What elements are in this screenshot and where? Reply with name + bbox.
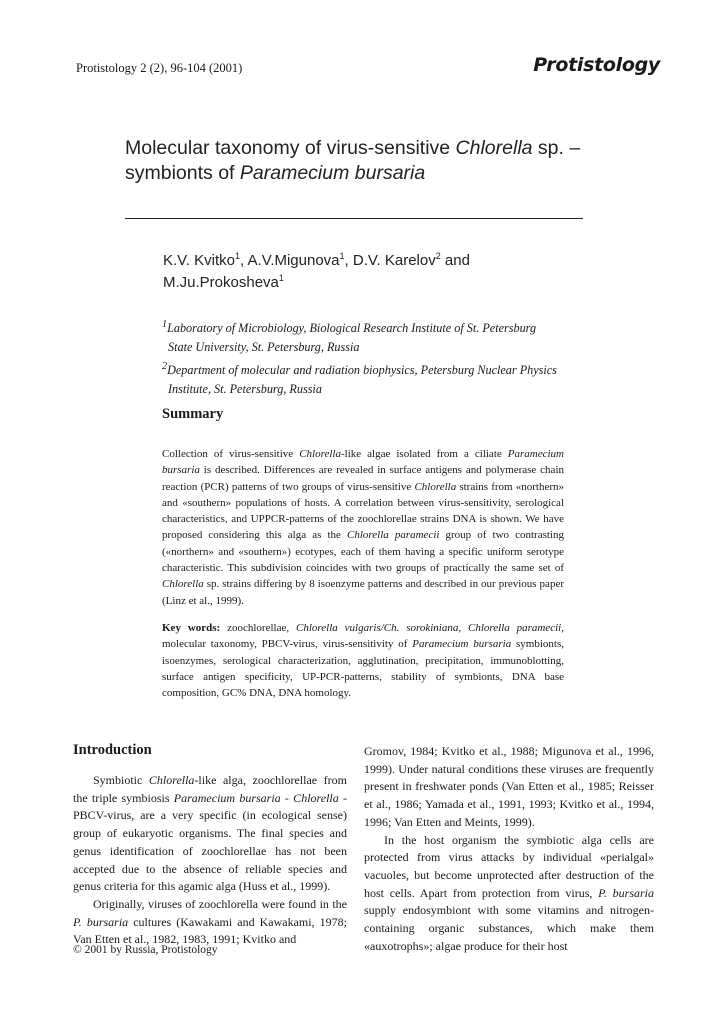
- author-name: A.V.Migunova: [247, 252, 340, 269]
- body-paragraph: In the host organism the symbiotic alga cells are protected from virus attacks by individual «perialgal» vacuoles, but become unprotected after destruction of the host cells. Apart from protection from virus, P. bursaria supply endosymbiont with some vitamins and nitrogen-containing organic substances, which make them «auxotrophs»; algae produce for their host: [364, 832, 654, 953]
- author-affiliation-mark: 1: [278, 273, 284, 283]
- author-name: K.V. Kvitko: [163, 252, 235, 269]
- author-affiliation-mark: 1: [234, 251, 240, 261]
- title-text: Molecular taxonomy of virus-sensitive: [125, 137, 456, 159]
- affiliation: $^2$Department of molecular and radiation biophysics, Petersburg Nuclear Physics Institute, St. Petersburg, Russia: [162, 361, 557, 397]
- keywords-paragraph: Key words: zoochlorellae, Chlorella vulgaris/Ch. sorokiniana, Chlorella paramecii, molecular taxonomy, PBCV-virus, virus-sensitivity of Paramecium bursaria symbionts, isoenzymes, serological characterization, agglutination, precipitation, immunoblotting, surface antigen specificity, UP-PCR-patterns, stability of symbionts, DNA base composition, GC% DNA, DNA homology.: [162, 622, 564, 700]
- title-italic-species: Paramecium bursaria: [239, 162, 426, 184]
- summary-heading: Summary: [162, 406, 224, 422]
- author-name: M.Ju.Prokosheva: [163, 274, 279, 291]
- body-paragraph: Gromov, 1984; Kvitko et al., 1988; Migunova et al., 1996, 1999). Under natural conditions these viruses are frequently present in freshwater ponds (Van Etten et al., 1985; Reisser et al., 1986; Yamada et al., 1991, 1993; Kvitko et al., 1994, 1996; Van Etten and Meints, 1999).: [364, 744, 654, 829]
- right-column: [364, 743, 654, 955]
- left-column: [73, 772, 347, 949]
- title-rule: [125, 218, 583, 219]
- author-name: D.V. Karelov: [352, 252, 436, 269]
- article-title: [125, 136, 595, 186]
- keywords-label: Key words:: [162, 622, 221, 634]
- introduction-heading: Introduction: [73, 742, 152, 758]
- title-text: sp. – symbionts of: [125, 137, 581, 184]
- author-affiliation-mark: 2: [435, 251, 441, 261]
- title-italic-genus: Chlorella: [455, 137, 533, 159]
- journal-citation: Protistology 2 (2), 96-104 (2001): [76, 61, 243, 75]
- summary-paragraph: Collection of virus-sensitive Chlorella-like algae isolated from a ciliate Paramecium bursaria is described. Differences are revealed in surface antigens and polymerase chain reaction (PCR) patterns of two groups of virus-sensitive Chlorella strains from «northern» and «southern» populations of hosts. A correlation between virus-sensitivity, serological characteristics, and UPPCR-patterns of the zoochlorellae strains DNA is shown. We have proposed considering this alga as the Chlorella paramecii group of two contrasting («northern» and «southern») ecotypes, each of them having a specific uniform serotype characteristic. This subdivision coincides with two groups of practically the same set of Chlorella sp. strains differing by 8 isoenzyme patterns and described in our previous paper (Linz et al., 1999).: [162, 448, 564, 607]
- author-affiliation-mark: 1: [339, 251, 345, 261]
- affiliation: $^1$Laboratory of Microbiology, Biological Research Institute of St. Petersburg State University, St. Petersburg, Russia: [162, 319, 537, 355]
- affiliation-list: [162, 315, 587, 399]
- body-paragraph: Symbiotic Chlorella-like alga, zoochlorellae from the triple symbiosis Paramecium bursaria - Chlorella - PBCV-virus, are a very specific (in ecological sense) group of eukaryotic organisms. The final species and genus identification of zoochlorellae has not been accepted due to the absence of reliable species and genus criteria for this agamic alga (Huss et al., 1999).: [73, 773, 348, 894]
- body-paragraph: Originally, viruses of zoochlorella were found in the P. bursaria cultures (Kawakami and Kawakami, 1978; Van Etten et al., 1982, 1983, 1991; Kvitko and: [73, 896, 347, 947]
- author-list: K.V. Kvitko$^1$, A.V.Migunova$^1$, D.V. Karelov$^2$ and M.Ju.Prokosheva$^1$: [163, 251, 470, 291]
- copyright-notice: © 2001 by Russia, Protistology: [73, 944, 218, 956]
- journal-logo: Protistology: [533, 54, 660, 76]
